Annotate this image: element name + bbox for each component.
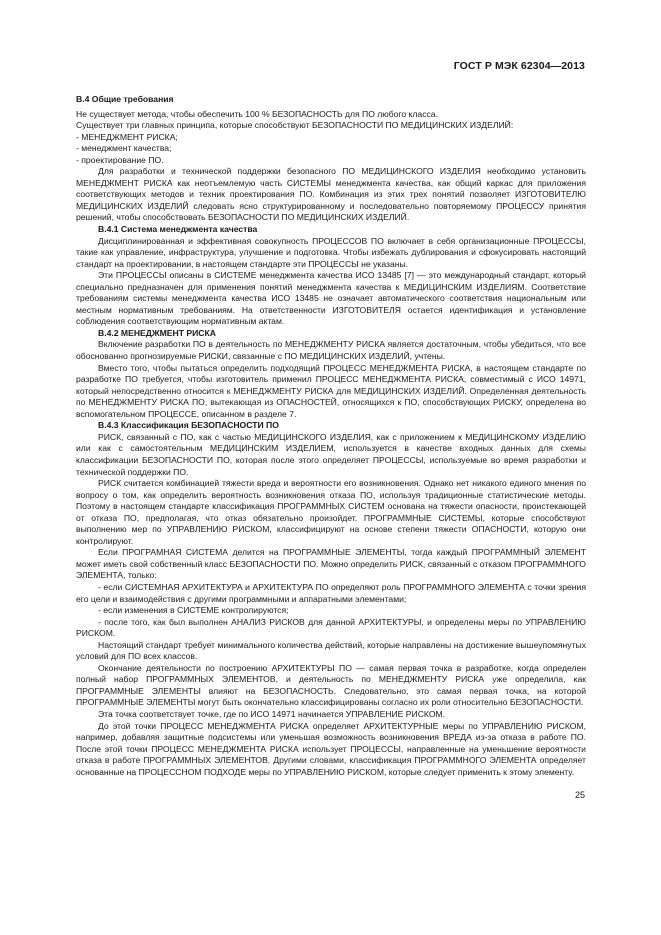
section-heading-b42: B.4.2 МЕНЕДЖМЕНТ РИСКА [98,327,216,338]
paragraph: Эта точка соответствует точке, где по ИСО 14971 начинается УПРАВЛЕНИЕ РИСКОМ. [98,708,446,719]
paragraph: Не существует метода, чтобы обеспечить 100 % БЕЗОПАСНОСТЬ для ПО любого класса. [76,108,438,119]
section-heading-b43: B.4.3 Классификация БЕЗОПАСНОСТИ ПО [98,420,279,431]
section-heading-b41: B.4.1 Система менеджмента качества [98,224,258,235]
list-item: - проектирование ПО. [76,154,164,165]
document-body [76,94,586,778]
list-item: - менеджмент качества; [76,143,172,154]
standard-header: ГОСТ Р МЭК 62304—2013 [453,60,585,72]
paragraph: РИСК считается комбинацией тяжести вреда и вероятности его возникновения. Однако нет никакого единого мнения по вопросу о том, как определить вероятность возникновения отказа ПО, используя традиционные статистические методы. Поэтому в настоящем стандарте классификация ПРОГРАММНЫХ СИСТЕМ основана на тяжести опасности, проистекающей от отказа ПО, предполагая, что отказ обязательно произойдет. ПРОГРАММНЫЕ СИСТЕМЫ, которые способствуют выполнению мер по УПРАВЛЕНИЮ РИСКОМ, классифицируют на основе степени тяжести ОПАСНОСТИ, которую они контролируют. [76,478,586,546]
paragraph: Если ПРОГРАМНАЯ СИСТЕМА делится на ПРОГРАММНЫЕ ЭЛЕМЕНТЫ, тогда каждый ПРОГРАММНЫЙ ЭЛЕМЕНТ может иметь свой собственный класс БЕЗОПАСНОСТИ ПО. Можно определить РИСК, связанный с отказом ПРОГРАММНОГО ЭЛЕМЕНТА, только: [76,547,586,581]
paragraph: Настоящий стандарт требует минимального количества действий, которые направлены на достижение вышеупомянутых условий для ПО всех классов. [76,639,586,662]
paragraph: Эти ПРОЦЕССЫ описаны в СИСТЕМЕ менеджмента качества ИСО 13485 [7] — это международный стандарт, который специально предназначен для применения понятий менеджмента качества к МЕДИЦИНСКИМ ИЗДЕЛИЯМ. Соответствие требованиям системы менеджмента качества ИСО 13485 не означает автоматического соответствия национальным или местным нормативным требованиям. На ответственности ИЗГОТОВИТЕЛЯ остается идентификация и установление соблюдения соответствующим нормативным актам. [76,270,586,327]
section-heading-b4: B.4 Общие требования [76,94,174,104]
paragraph: До этой точки ПРОЦЕСС МЕНЕДЖМЕНТА РИСКА определяет АРХИТЕКТУРНЫЕ меры по УПРАВЛЕНИЮ РИСКОМ, например, добавляя защитные подсистемы или уменьшая возможность возникновения ВРЕДА из-за отказа в работе ПО. После этой точки ПРОЦЕСС МЕНЕДЖМЕНТА РИСКА использует ПРОЦЕССЫ, направленные на уменьшение вероятности отказа в работе ПРОГРАММНЫХ ЭЛЕМЕНТОВ. Другими словами, классификация ПРОГРАММНОГО ЭЛЕМЕНТА определяет основанные на ПРОЦЕССНОМ ПОДХОДЕ меры по УПРАВЛЕНИЮ РИСКОМ, которые следует применить к этому элементу. [76,720,586,777]
paragraph: Вместо того, чтобы пытаться определить подходящий ПРОЦЕСС МЕНЕДЖМЕНТА РИСКА, в настоящем стандарте по разработке ПО требуется, чтобы изготовитель применил ПРОЦЕСС МЕНЕДЖМЕНТА РИСКА, совместимый с ИСО 14971, который непосредственно относится к МЕНЕДЖМЕНТУ РИСКА для МЕДИЦИНСКИХ ИЗДЕЛИЙ. Определенная деятельность по МЕНЕДЖМЕНТУ РИСКА ПО, вытекающая из ОПАСНОСТЕЙ, относящихся к ПО, способствующих РИСКУ, определена во вспомогательном ПРОЦЕССЕ, описанном в разделе 7. [76,362,586,419]
list-item: - МЕНЕДЖМЕНТ РИСКА; [76,131,178,142]
paragraph: Для разработки и технической поддержки безопасного ПО МЕДИЦИНСКОГО ИЗДЕЛИЯ необходимо установить МЕНЕДЖМЕНТ РИСКА как неотъемлемую часть СИСТЕМЫ менеджмента качества, как общий каркас для приложения соответствующих методов и техник проектирования ПО. Комбинация из этих трех понятий позволяет ИЗГОТОВИТЕЛЮ МЕДИЦИНСКИХ ИЗДЕЛИЙ следовать ясно структурированному и последовательно повторяемому ПРОЦЕССУ принятия решений, чтобы способствовать БЕЗОПАСНОСТИ ПО МЕДИЦИНСКИХ ИЗДЕЛИЙ. [76,166,586,223]
list-item: - если изменения в СИСТЕМЕ контролируются; [98,605,289,616]
page-number: 25 [574,790,585,800]
list-item: - после того, как был выполнен АНАЛИЗ РИСКОВ для данной АРХИТЕКТУРЫ, и определены меры по УПРАВЛЕНИЮ РИСКОМ. [76,616,586,639]
paragraph: Дисциплинированная и эффективная совокупность ПРОЦЕССОВ ПО включает в себя организационные ПРОЦЕССЫ, такие как управление, инфраструктура, улучшение и подготовка. Чтобы избежать дублирования и сфокусировать настоящий стандарт на проектировании, в настоящем стандарте эти ПРОЦЕССЫ не указаны. [76,235,586,269]
paragraph: РИСК, связанный с ПО, как с частью МЕДИЦИНСКОГО ИЗДЕЛИЯ, как с приложением к МЕДИЦИНСКОМУ ИЗДЕЛИЮ или как с самостоятельным МЕДИЦИНСКИМ ИЗДЕЛИЕМ, используется в качестве входных данных для схемы классификации БЕЗОПАСНОСТИ ПО, которая после этого определяет ПРОЦЕССЫ, используемые во время разработки и технической поддержки ПО. [76,431,586,477]
paragraph: Существует три главных принципа, которые способствуют БЕЗОПАСНОСТИ ПО МЕДИЦИНСКИХ ИЗДЕЛИЙ: [76,120,514,131]
paragraph: Включение разработки ПО в деятельность по МЕНЕДЖМЕНТУ РИСКА является достаточным, чтобы убедиться, что все обоснованно прогнозируемые РИСКИ, связанные с ПО МЕДИЦИНСКИХ ИЗДЕЛИЙ, учтены. [76,339,586,362]
paragraph: Окончание деятельности по построению АРХИТЕКТУРЫ ПО — самая первая точка в разработке, когда определен полный набор ПРОГРАММНЫХ ЭЛЕМЕНТОВ, и деятельность по МЕНЕДЖМЕНТУ РИСКА уже определила, как ПРОГРАММНЫЕ ЭЛЕМЕНТЫ влияют на БЕЗОПАСНОСТЬ. Следовательно, это самая первая точка, на которой ПРОГРАММНЫЕ ЭЛЕМЕНТЫ могут быть окончательно классифицированы согласно их роли относительно БЕЗОПАСНОСТИ. [76,662,586,708]
list-item: - если СИСТЕМНАЯ АРХИТЕКТУРА и АРХИТЕКТУРА ПО определяют роль ПРОГРАММНОГО ЭЛЕМЕНТА с точки зрения его цели и взаимодействия с другими программными и аппаратными элементами; [76,581,586,604]
